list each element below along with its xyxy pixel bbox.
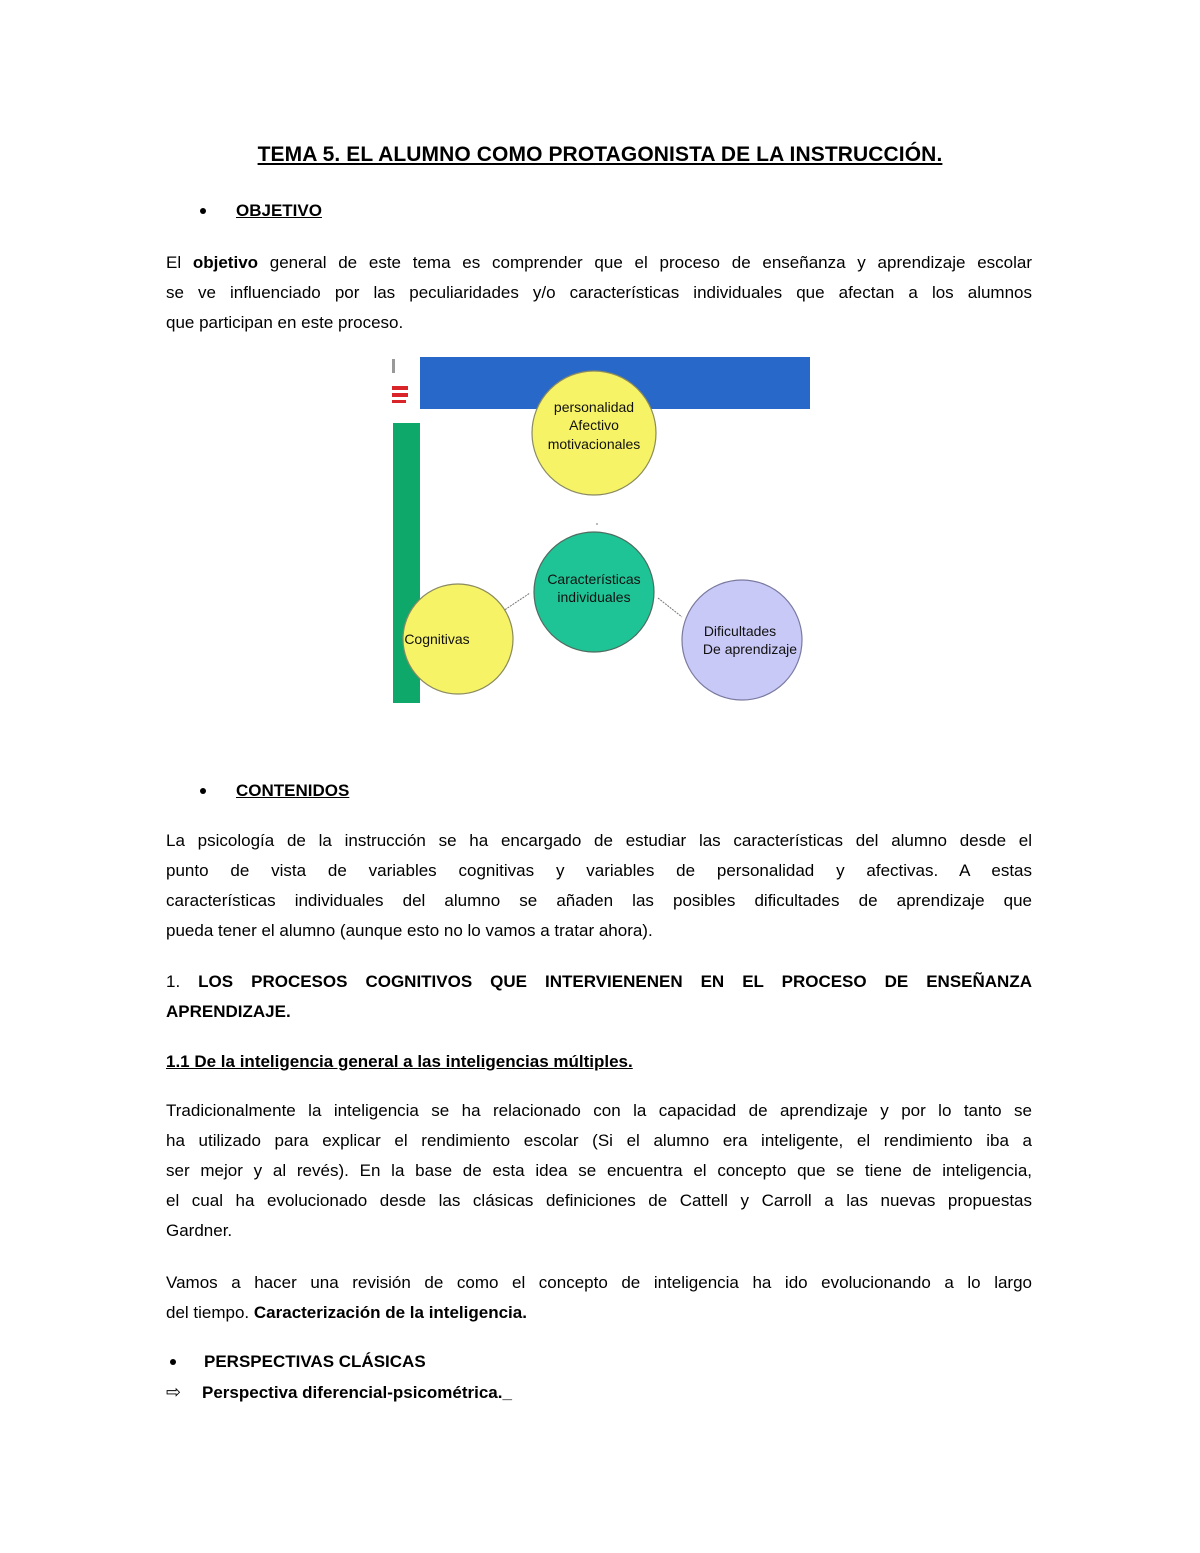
revision-paragraph xyxy=(166,1268,1032,1328)
subsection-heading: 1.1 De la inteligencia general a las inteligencias múltiples. xyxy=(166,1052,633,1071)
perspectiva-diferencial-line xyxy=(166,1382,512,1403)
inteligencia-line-4: el cual ha evolucionado desde las clásicas definiciones de Cattell y Carroll a las nuevas propuestas xyxy=(166,1191,1032,1210)
contenidos-line-2: punto de vista de variables cognitivas y variables de personalidad y afectivas. A estas xyxy=(166,861,1032,880)
perspectivas-heading: PERSPECTIVAS CLÁSICAS xyxy=(204,1352,426,1371)
contenidos-paragraph xyxy=(166,826,1032,946)
objetivo-keyword: objetivo xyxy=(192,253,259,272)
bullet-icon xyxy=(200,208,206,214)
objetivo-line-3: que participan en este proceso. xyxy=(166,313,404,332)
dificultades-label-1: Dificultades xyxy=(703,623,777,639)
objetivo-paragraph xyxy=(166,248,1032,338)
caracteristicas-label-2: individuales xyxy=(557,589,631,605)
bullet-icon xyxy=(200,788,206,794)
perspectiva-diferencial-heading: Perspectiva diferencial-psicométrica._ xyxy=(202,1382,512,1402)
personalidad-label-3: motivacionales xyxy=(547,436,641,452)
revision-line-2: del tiempo. Caracterización de la inteligencia. xyxy=(166,1303,527,1322)
dificultades-label-2: De aprendizaje xyxy=(702,641,798,657)
inteligencia-line-1: Tradicionalmente la inteligencia se ha relacionado con la capacidad de aprendizaje y por lo tanto se xyxy=(166,1101,1032,1120)
personalidad-label-2: Afectivo xyxy=(569,417,619,433)
inteligencia-paragraph xyxy=(166,1096,1032,1246)
objetivo-heading: OBJETIVO xyxy=(236,201,322,220)
inteligencia-line-5: Gardner. xyxy=(166,1221,233,1240)
inteligencia-line-3: ser mejor y al revés). En la base de esta idea se encuentra el concepto que se tiene de inteligencia, xyxy=(166,1161,1032,1180)
personalidad-label-1: personalidad xyxy=(553,399,635,415)
page-title: TEMA 5. EL ALUMNO COMO PROTAGONISTA DE LA INSTRUCCIÓN. xyxy=(257,143,943,166)
contenidos-heading: CONTENIDOS xyxy=(236,781,350,800)
contenidos-line-1: La psicología de la instrucción se ha encargado de estudiar las características del alumno desde el xyxy=(166,831,1032,850)
objetivo-heading-line xyxy=(200,201,322,221)
contenidos-line-4: pueda tener el alumno (aunque esto no lo vamos a tratar ahora). xyxy=(166,921,653,940)
section-1-heading xyxy=(166,967,1032,1027)
cognitivas-label: Cognitivas xyxy=(404,631,470,647)
caracteristicas-label-1: Características xyxy=(547,571,641,587)
node-dificultades xyxy=(682,580,802,700)
characteristics-diagram xyxy=(390,355,812,705)
contenidos-heading-line xyxy=(200,781,349,801)
perspectivas-line xyxy=(166,1352,426,1372)
node-personalidad xyxy=(532,371,656,495)
arrow-right-icon: ⇨ xyxy=(166,1382,182,1402)
bullet-icon xyxy=(170,1359,176,1365)
section-1-line-2: APRENDIZAJE. xyxy=(166,1002,291,1021)
objetivo-line-1: El objetivo general de este tema es comprender que el proceso de enseñanza y aprendizaje escolar xyxy=(166,253,1032,272)
contenidos-line-3: características individuales del alumno se añaden las posibles dificultades de aprendizaje que xyxy=(166,891,1032,910)
objetivo-line-2: se ve influenciado por las peculiaridades y/o características individuales que afectan a los alumnos xyxy=(166,283,1032,302)
inteligencia-line-2: ha utilizado para explicar el rendimiento escolar (Si el alumno era inteligente, el rendimiento iba a xyxy=(166,1131,1032,1150)
revision-line-1: Vamos a hacer una revisión de como el concepto de inteligencia ha ido evolucionando a lo largo xyxy=(166,1273,1032,1292)
section-1-line-1: 1. LOS PROCESOS COGNITIVOS QUE INTERVIENENEN EN EL PROCESO DE ENSEÑANZA xyxy=(166,972,1032,991)
